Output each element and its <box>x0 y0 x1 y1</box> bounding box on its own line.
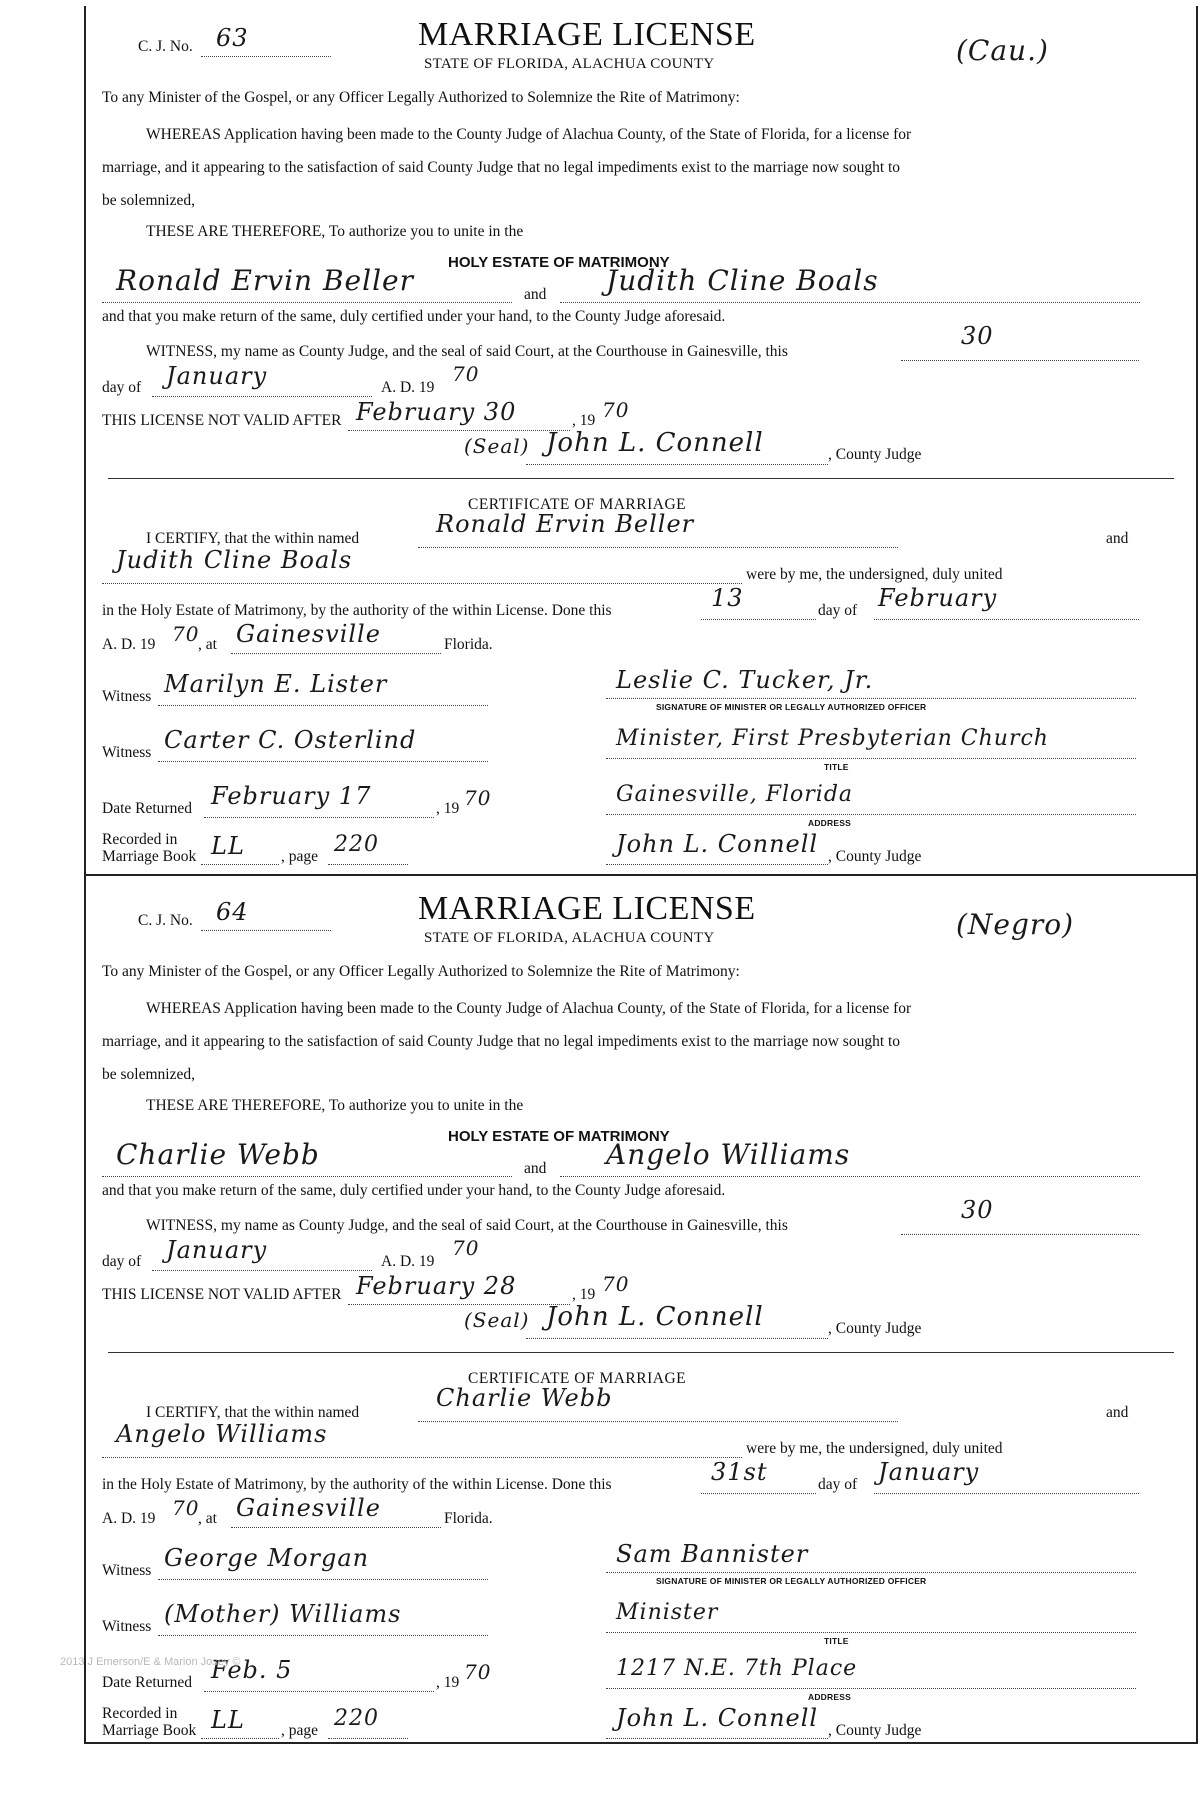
title-dots <box>606 1632 1136 1633</box>
witness2-signature: Carter C. Osterlind <box>164 726 417 754</box>
cert-and: and <box>1106 530 1129 547</box>
county-judge-label: , County Judge <box>828 1320 922 1337</box>
place-dots <box>231 653 441 654</box>
certify-label: I CERTIFY, that the within named <box>146 530 360 547</box>
witness-day-dots <box>901 1234 1139 1235</box>
license-subtitle: STATE OF FLORIDA, ALACHUA COUNTY <box>424 930 715 946</box>
license-title: MARRIAGE LICENSE <box>418 890 756 927</box>
date-returned-dots <box>204 817 434 818</box>
not-valid-year: 70 <box>602 1272 630 1296</box>
recorder-signature: John L. Connell <box>616 830 819 858</box>
cj-dots <box>201 56 331 57</box>
witness1-signature: George Morgan <box>164 1544 370 1572</box>
marriage-license-64 <box>86 880 1196 1740</box>
done-day-of: day of <box>818 602 858 619</box>
date-returned-label: Date Returned <box>102 1674 192 1691</box>
return-line: and that you make return of the same, duly certified under your hand, to the County Judge aforesaid. <box>102 308 726 325</box>
witness1-label: Witness <box>102 688 152 705</box>
holy-estate-heading: HOLY ESTATE OF MATRIMONY <box>448 254 670 271</box>
groom-dots <box>102 1176 512 1177</box>
date-returned-label: Date Returned <box>102 800 192 817</box>
officer-address: Gainesville, Florida <box>616 782 854 807</box>
certify-label: I CERTIFY, that the within named <box>146 1404 360 1421</box>
witness2-label: Witness <box>102 744 152 761</box>
witness1-dots <box>158 705 488 706</box>
officer-caption: SIGNATURE OF MINISTER OR LEGALLY AUTHORIZED OFFICER <box>656 702 927 712</box>
license-subtitle: STATE OF FLORIDA, ALACHUA COUNTY <box>424 56 715 72</box>
page-label: , page <box>281 1722 319 1739</box>
day-of-label: day of <box>102 379 142 396</box>
title-dots <box>606 758 1136 759</box>
recorder-signature: John L. Connell <box>616 1704 819 1732</box>
license-month: January <box>166 362 268 390</box>
returned-year: 70 <box>464 1660 492 1684</box>
margin-note: (Negro) <box>956 908 1075 941</box>
officer-caption: SIGNATURE OF MINISTER OR LEGALLY AUTHORIZED OFFICER <box>656 1576 927 1586</box>
date-returned: February 17 <box>211 782 372 810</box>
ad2-label: A. D. 19 <box>102 636 156 653</box>
bride-dots <box>560 302 1140 303</box>
whereas-line-1: WHEREAS Application having been made to the County Judge of Alachua County, of the State of Florida, for a license for <box>146 126 912 143</box>
officer-dots <box>606 698 1136 699</box>
not-valid-label: THIS LICENSE NOT VALID AFTER <box>102 1286 342 1303</box>
returned-year: 70 <box>464 786 492 810</box>
not-valid-year: 70 <box>602 398 630 422</box>
whereas-line-2: marriage, and it appearing to the satisfaction of said County Judge that no legal impediments exist to the marriage now sought to <box>102 159 901 176</box>
witness1-signature: Marilyn E. Lister <box>164 670 388 698</box>
cert-bride: Angelo Williams <box>116 1420 328 1448</box>
whereas-line-1: WHEREAS Application having been made to the County Judge of Alachua County, of the State of Florida, for a license for <box>146 1000 912 1017</box>
at-label: , at <box>198 1510 217 1527</box>
license-divider <box>86 874 1196 876</box>
holy-state-line: in the Holy Estate of Matrimony, by the authority of the within License. Done this <box>102 602 612 619</box>
county-judge-label: , County Judge <box>828 446 922 463</box>
section-rule <box>108 478 1174 479</box>
license-month: January <box>166 1236 268 1264</box>
done-day: 13 <box>711 584 744 612</box>
month-dots <box>152 1270 372 1271</box>
returned-year-prefix: , 19 <box>436 1674 460 1691</box>
ad2-year: 70 <box>172 1496 200 1520</box>
witness-day: 30 <box>961 1196 994 1224</box>
ad-year: 70 <box>452 1236 480 1260</box>
done-day-dots <box>701 1493 816 1494</box>
recorded-in-label: Recorded in <box>102 1705 178 1722</box>
book-page: 220 <box>334 1706 379 1731</box>
bride-name: Angelo Williams <box>606 1138 851 1171</box>
witness-day-dots <box>901 360 1139 361</box>
done-month: February <box>878 584 998 612</box>
cj-number: 63 <box>216 24 249 52</box>
done-month: January <box>878 1458 980 1486</box>
month-dots <box>152 396 372 397</box>
witness1-label: Witness <box>102 1562 152 1579</box>
witness1-dots <box>158 1579 488 1580</box>
recorded-in-label: Recorded in <box>102 831 178 848</box>
book-dots <box>201 1738 279 1739</box>
address-caption: ADDRESS <box>808 1692 851 1702</box>
cert-groom-dots <box>418 547 898 548</box>
whereas-line-2: marriage, and it appearing to the satisfaction of said County Judge that no legal impediments exist to the marriage now sought to <box>102 1033 901 1050</box>
witness2-signature: (Mother) Williams <box>164 1600 402 1628</box>
witness2-dots <box>158 1635 488 1636</box>
address-caption: ADDRESS <box>808 818 851 828</box>
witness2-dots <box>158 761 488 762</box>
united-label: were by me, the undersigned, duly united <box>746 1440 1003 1457</box>
cert-groom: Ronald Ervin Beller <box>436 510 695 538</box>
title-caption: TITLE <box>824 762 849 772</box>
not-valid-date: February 30 <box>356 398 517 426</box>
officer-dots <box>606 1572 1136 1573</box>
bride-name: Judith Cline Boals <box>606 264 879 297</box>
cert-bride-dots <box>102 1457 742 1458</box>
recorder-judge-label: , County Judge <box>828 1722 922 1739</box>
done-day: 31st <box>711 1458 768 1486</box>
section-rule <box>108 1352 1174 1353</box>
florida-label: Florida. <box>444 636 493 653</box>
cert-place: Gainesville <box>236 1494 381 1522</box>
address-line: To any Minister of the Gospel, or any Officer Legally Authorized to Solemnize the Rite of Matrimony: <box>102 89 740 106</box>
ad2-label: A. D. 19 <box>102 1510 156 1527</box>
seal: (Seal) <box>464 434 530 458</box>
whereas-line-3: be solemnized, <box>102 192 195 209</box>
groom-name: Ronald Ervin Beller <box>116 264 414 297</box>
document-page <box>84 6 1198 1744</box>
return-line: and that you make return of the same, duly certified under your hand, to the County Judge aforesaid. <box>102 1182 726 1199</box>
groom-dots <box>102 302 512 303</box>
ad2-year: 70 <box>172 622 200 646</box>
groom-name: Charlie Webb <box>116 1138 320 1171</box>
and-word: and <box>524 286 547 303</box>
not-valid-year-prefix: , 19 <box>572 412 596 429</box>
judge-signature: John L. Connell <box>546 428 764 458</box>
witness-day: 30 <box>961 322 994 350</box>
not-valid-label: THIS LICENSE NOT VALID AFTER <box>102 412 342 429</box>
cert-and: and <box>1106 1404 1129 1421</box>
address-dots <box>606 814 1136 815</box>
holy-estate-heading: HOLY ESTATE OF MATRIMONY <box>448 1128 670 1145</box>
license-title: MARRIAGE LICENSE <box>418 16 756 53</box>
witness2-label: Witness <box>102 1618 152 1635</box>
marriage-book: LL <box>211 1706 245 1734</box>
marriage-book-label: Marriage Book <box>102 1722 197 1739</box>
cj-dots <box>201 930 331 931</box>
cert-bride: Judith Cline Boals <box>116 546 353 574</box>
done-month-dots <box>874 1493 1139 1494</box>
date-returned-dots <box>204 1691 434 1692</box>
watermark: 2013 J Emerson/E & Marion Josey © <box>60 1656 241 1668</box>
therefore-line: THESE ARE THEREFORE, To authorize you to unite in the <box>146 1097 524 1114</box>
bride-dots <box>560 1176 1140 1177</box>
not-valid-dots <box>348 430 570 431</box>
judge-signature: John L. Connell <box>546 1302 764 1332</box>
witness-line: WITNESS, my name as County Judge, and the seal of said Court, at the Courthouse in Gainesville, this <box>146 1217 788 1234</box>
done-day-of: day of <box>818 1476 858 1493</box>
united-label: were by me, the undersigned, duly united <box>746 566 1003 583</box>
cj-number: 64 <box>216 898 249 926</box>
address-line: To any Minister of the Gospel, or any Officer Legally Authorized to Solemnize the Rite of Matrimony: <box>102 963 740 980</box>
done-day-dots <box>701 619 816 620</box>
certificate-title: CERTIFICATE OF MARRIAGE <box>468 1370 687 1387</box>
certificate-title: CERTIFICATE OF MARRIAGE <box>468 496 687 513</box>
cert-bride-dots <box>102 583 742 584</box>
officer-title: Minister, First Presbyterian Church <box>616 726 1049 751</box>
witness-line: WITNESS, my name as County Judge, and the seal of said Court, at the Courthouse in Gainesville, this <box>146 343 788 360</box>
recorder-judge-label: , County Judge <box>828 848 922 865</box>
officer-signature: Leslie C. Tucker, Jr. <box>616 666 874 694</box>
place-dots <box>231 1527 441 1528</box>
page-dots <box>328 864 408 865</box>
recorder-dots <box>606 1738 828 1739</box>
judge-dots <box>526 464 828 465</box>
judge-dots <box>526 1338 828 1339</box>
cj-label: C. J. No. <box>138 38 193 55</box>
ad-year: 70 <box>452 362 480 386</box>
therefore-line: THESE ARE THEREFORE, To authorize you to unite in the <box>146 223 524 240</box>
cert-groom-dots <box>418 1421 898 1422</box>
whereas-line-3: be solemnized, <box>102 1066 195 1083</box>
title-caption: TITLE <box>824 1636 849 1646</box>
and-word: and <box>524 1160 547 1177</box>
page-dots <box>328 1738 408 1739</box>
officer-signature: Sam Bannister <box>616 1540 809 1568</box>
date-returned: Feb. 5 <box>211 1656 293 1684</box>
marriage-book: LL <box>211 832 245 860</box>
book-page: 220 <box>334 832 379 857</box>
cert-place: Gainesville <box>236 620 381 648</box>
not-valid-dots <box>348 1304 570 1305</box>
done-month-dots <box>874 619 1139 620</box>
seal: (Seal) <box>464 1308 530 1332</box>
not-valid-date: February 28 <box>356 1272 517 1300</box>
book-dots <box>201 864 279 865</box>
day-of-label: day of <box>102 1253 142 1270</box>
marriage-license-63 <box>86 6 1196 886</box>
florida-label: Florida. <box>444 1510 493 1527</box>
marriage-book-label: Marriage Book <box>102 848 197 865</box>
officer-title: Minister <box>616 1600 719 1625</box>
address-dots <box>606 1688 1136 1689</box>
page-label: , page <box>281 848 319 865</box>
recorder-dots <box>606 864 828 865</box>
cj-label: C. J. No. <box>138 912 193 929</box>
ad-label: A. D. 19 <box>381 379 435 396</box>
ad-label: A. D. 19 <box>381 1253 435 1270</box>
officer-address: 1217 N.E. 7th Place <box>616 1656 858 1681</box>
cert-groom: Charlie Webb <box>436 1384 613 1412</box>
holy-state-line: in the Holy Estate of Matrimony, by the authority of the within License. Done this <box>102 1476 612 1493</box>
returned-year-prefix: , 19 <box>436 800 460 817</box>
at-label: , at <box>198 636 217 653</box>
margin-note: (Cau.) <box>956 34 1049 67</box>
not-valid-year-prefix: , 19 <box>572 1286 596 1303</box>
